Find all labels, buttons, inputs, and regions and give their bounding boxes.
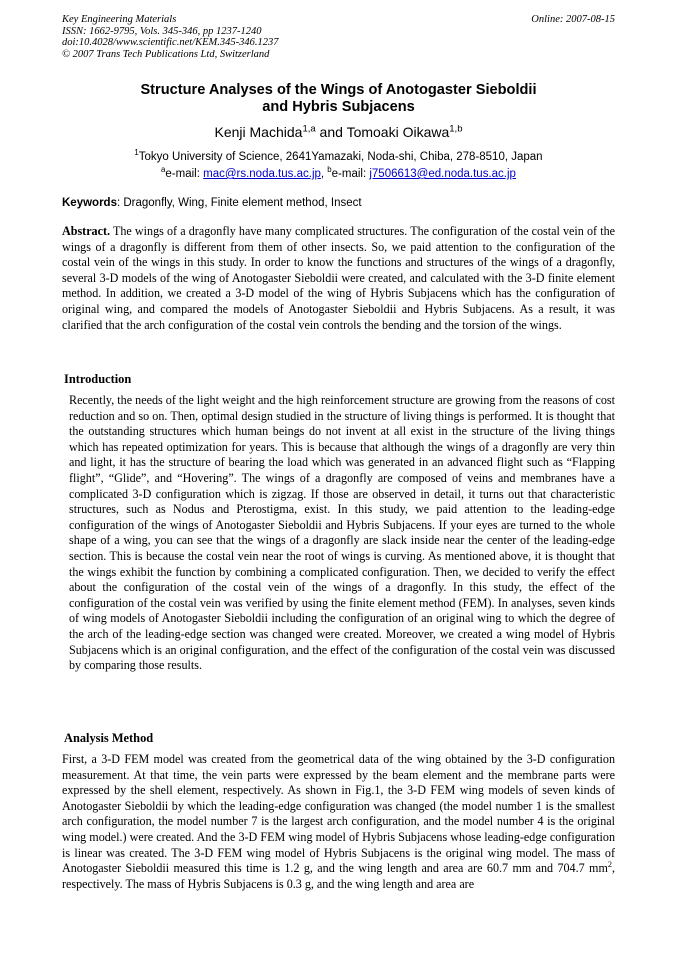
author-1-affil: 1,a [302,123,316,135]
keywords-text: : Dragonfly, Wing, Finite element method, Insect [116,197,362,209]
affiliation-marker: 1 [134,148,139,158]
author-separator: and [315,124,347,140]
analysis-method-body-end: , respectively. The mass of Hybris Subjacens is 0.3 g, and the wing length and area are [62,861,615,891]
author-2-affil: 1,b [449,123,463,135]
email-a-marker: a [161,165,166,175]
affiliation-text: Tokyo University of Science, 2641Yamazaki, Noda-shi, Chiba, 278-8510, Japan [138,151,543,163]
introduction-text: Recently, the needs of the light weight and the high reinforcement structure are growing from the reasons of cost reduction and so on. Then, optimal design studied in the structure of living things is performed. It is thought that the outstanding structures which human beings do not invent at all exist in the structure of the living things which has repeated optimization for years. This is because that although the wings of a dragonfly are very thin and light, it has the structure of bearing the load which was generated in an advanced flight such as “Flapping flight”, “Glide”, and “Hovering”. The wings of a dragonfly are composed of veins and membranes have a complicated 3-D configuration which is zigzag. If those are observed in detail, it turns out that characteristic structures, such as Nodus and Pterostigma, exist. In this study, we paid attention to the leading-edge configuration of the wings of Anotogaster Sieboldii and Hybris Subjacens. If your eyes are turned to the whole shape of a wing, you can see that the wings of a dragonfly are slack inside near the center of the leading-edge section. This is because the costal vein near the root of wings is curving. As mentioned above, it is thought that the wings exhibit the function by combining a complicated configuration. Then, we decided to verify the effect about the configuration of the costal vein of the wings of a dragonfly. In this study, the effect of the configuration of the costal vein was verified by using the finite element method (FEM). In analyses, seven kinds of wing models of Anotogaster Sieboldii including the configuration of an original wing to which the degree of the arch of the leading-edge section was changed were created. Moreover, we created a wing model of Hybris Subjacens which is an original configuration, and the effect of the configuration of the costal vein was discussed by comparing those results. [69,393,615,673]
analysis-method-body: First, a 3-D FEM model was created from the geometrical data of the wing obtained by the 3-D configuration measurement. At that time, the vein parts were expressed by the beam element and the membrane parts were expressed by the shell element, respectively. As shown in Fig.1, the 3-D FEM wing models of seven kinds of Anotogaster Sieboldii by which the leading-edge configuration was changed (the model number 1 is the smallest arch configuration, the model number 7 is the largest arch configuration, and the model number 4 is the original wing model.) were created. And the 3-D FEM wing model of Hybris Subjacens whose leading-edge configuration is linear was created. The 3-D FEM wing model of Hybris Subjacens is the original wing model. The mass of Anotogaster Sieboldii measured this time is 1.2 g, and the wing length and area are 60.7 mm and 704.7 mm [62,752,615,876]
affiliation [62,149,615,165]
keywords-label: Keywords [62,197,117,209]
email-a-label: e-mail: [165,168,204,180]
email-b-marker: b [327,165,332,175]
area-unit-superscript: 2 [607,860,612,870]
analysis-method-text [62,752,615,892]
author-1: Kenji Machida [214,124,303,140]
title-line-1: Structure Analyses of the Wings of Anotogaster Sieboldii [140,82,537,98]
abstract-label: Abstract. [62,224,111,238]
author-2: Tomoaki Oikawa [346,124,450,140]
keywords [62,195,615,211]
email-line [62,166,615,182]
abstract-text: The wings of a dragonfly have many complicated structures. The configuration of the costal vein of the wings of a dragonfly is different from them of other insects. So, we paid attention to the configuration of the costal vein of the wings in this study. In order to know the functions and structures of the wings of a dragonfly, several 3-D models of the wing of Anotogaster Sieboldii were created, and calculated with the 3-D finite element method. In addition, we created a 3-D model of the wing of Hybris Subjacens which has the configuration of original wing, and compared the models of Anotogaster Sieboldii and Hybris Subjacens. As a result, it was clarified that the arch configuration of the costal vein controls the bending and the torsion of the wings. [62,224,615,332]
journal-header [62,14,615,60]
abstract [62,224,615,333]
analysis-method-heading: Analysis Method [64,731,154,745]
introduction-heading: Introduction [64,372,132,386]
copyright-line: © 2007 Trans Tech Publications Ltd, Switzerland [62,48,270,60]
email-b-link[interactable]: j7506613@ed.noda.tus.ac.jp [369,168,516,180]
journal-name: Key Engineering Materials [62,14,177,25]
email-separator: , [320,168,328,180]
author-list [62,123,615,141]
doi-line: doi:10.4028/www.scientific.net/KEM.345-346.1237 [62,37,279,48]
online-date: Online: 2007-08-15 [531,14,615,25]
title-line-2: and Hybris Subjacens [262,99,415,115]
email-b-label: e-mail: [331,168,370,180]
email-a-link[interactable]: mac@rs.noda.tus.ac.jp [203,168,321,180]
issn-line: ISSN: 1662-9795, Vols. 345-346, pp 1237-1240 [62,25,262,37]
paper-title [62,82,615,116]
